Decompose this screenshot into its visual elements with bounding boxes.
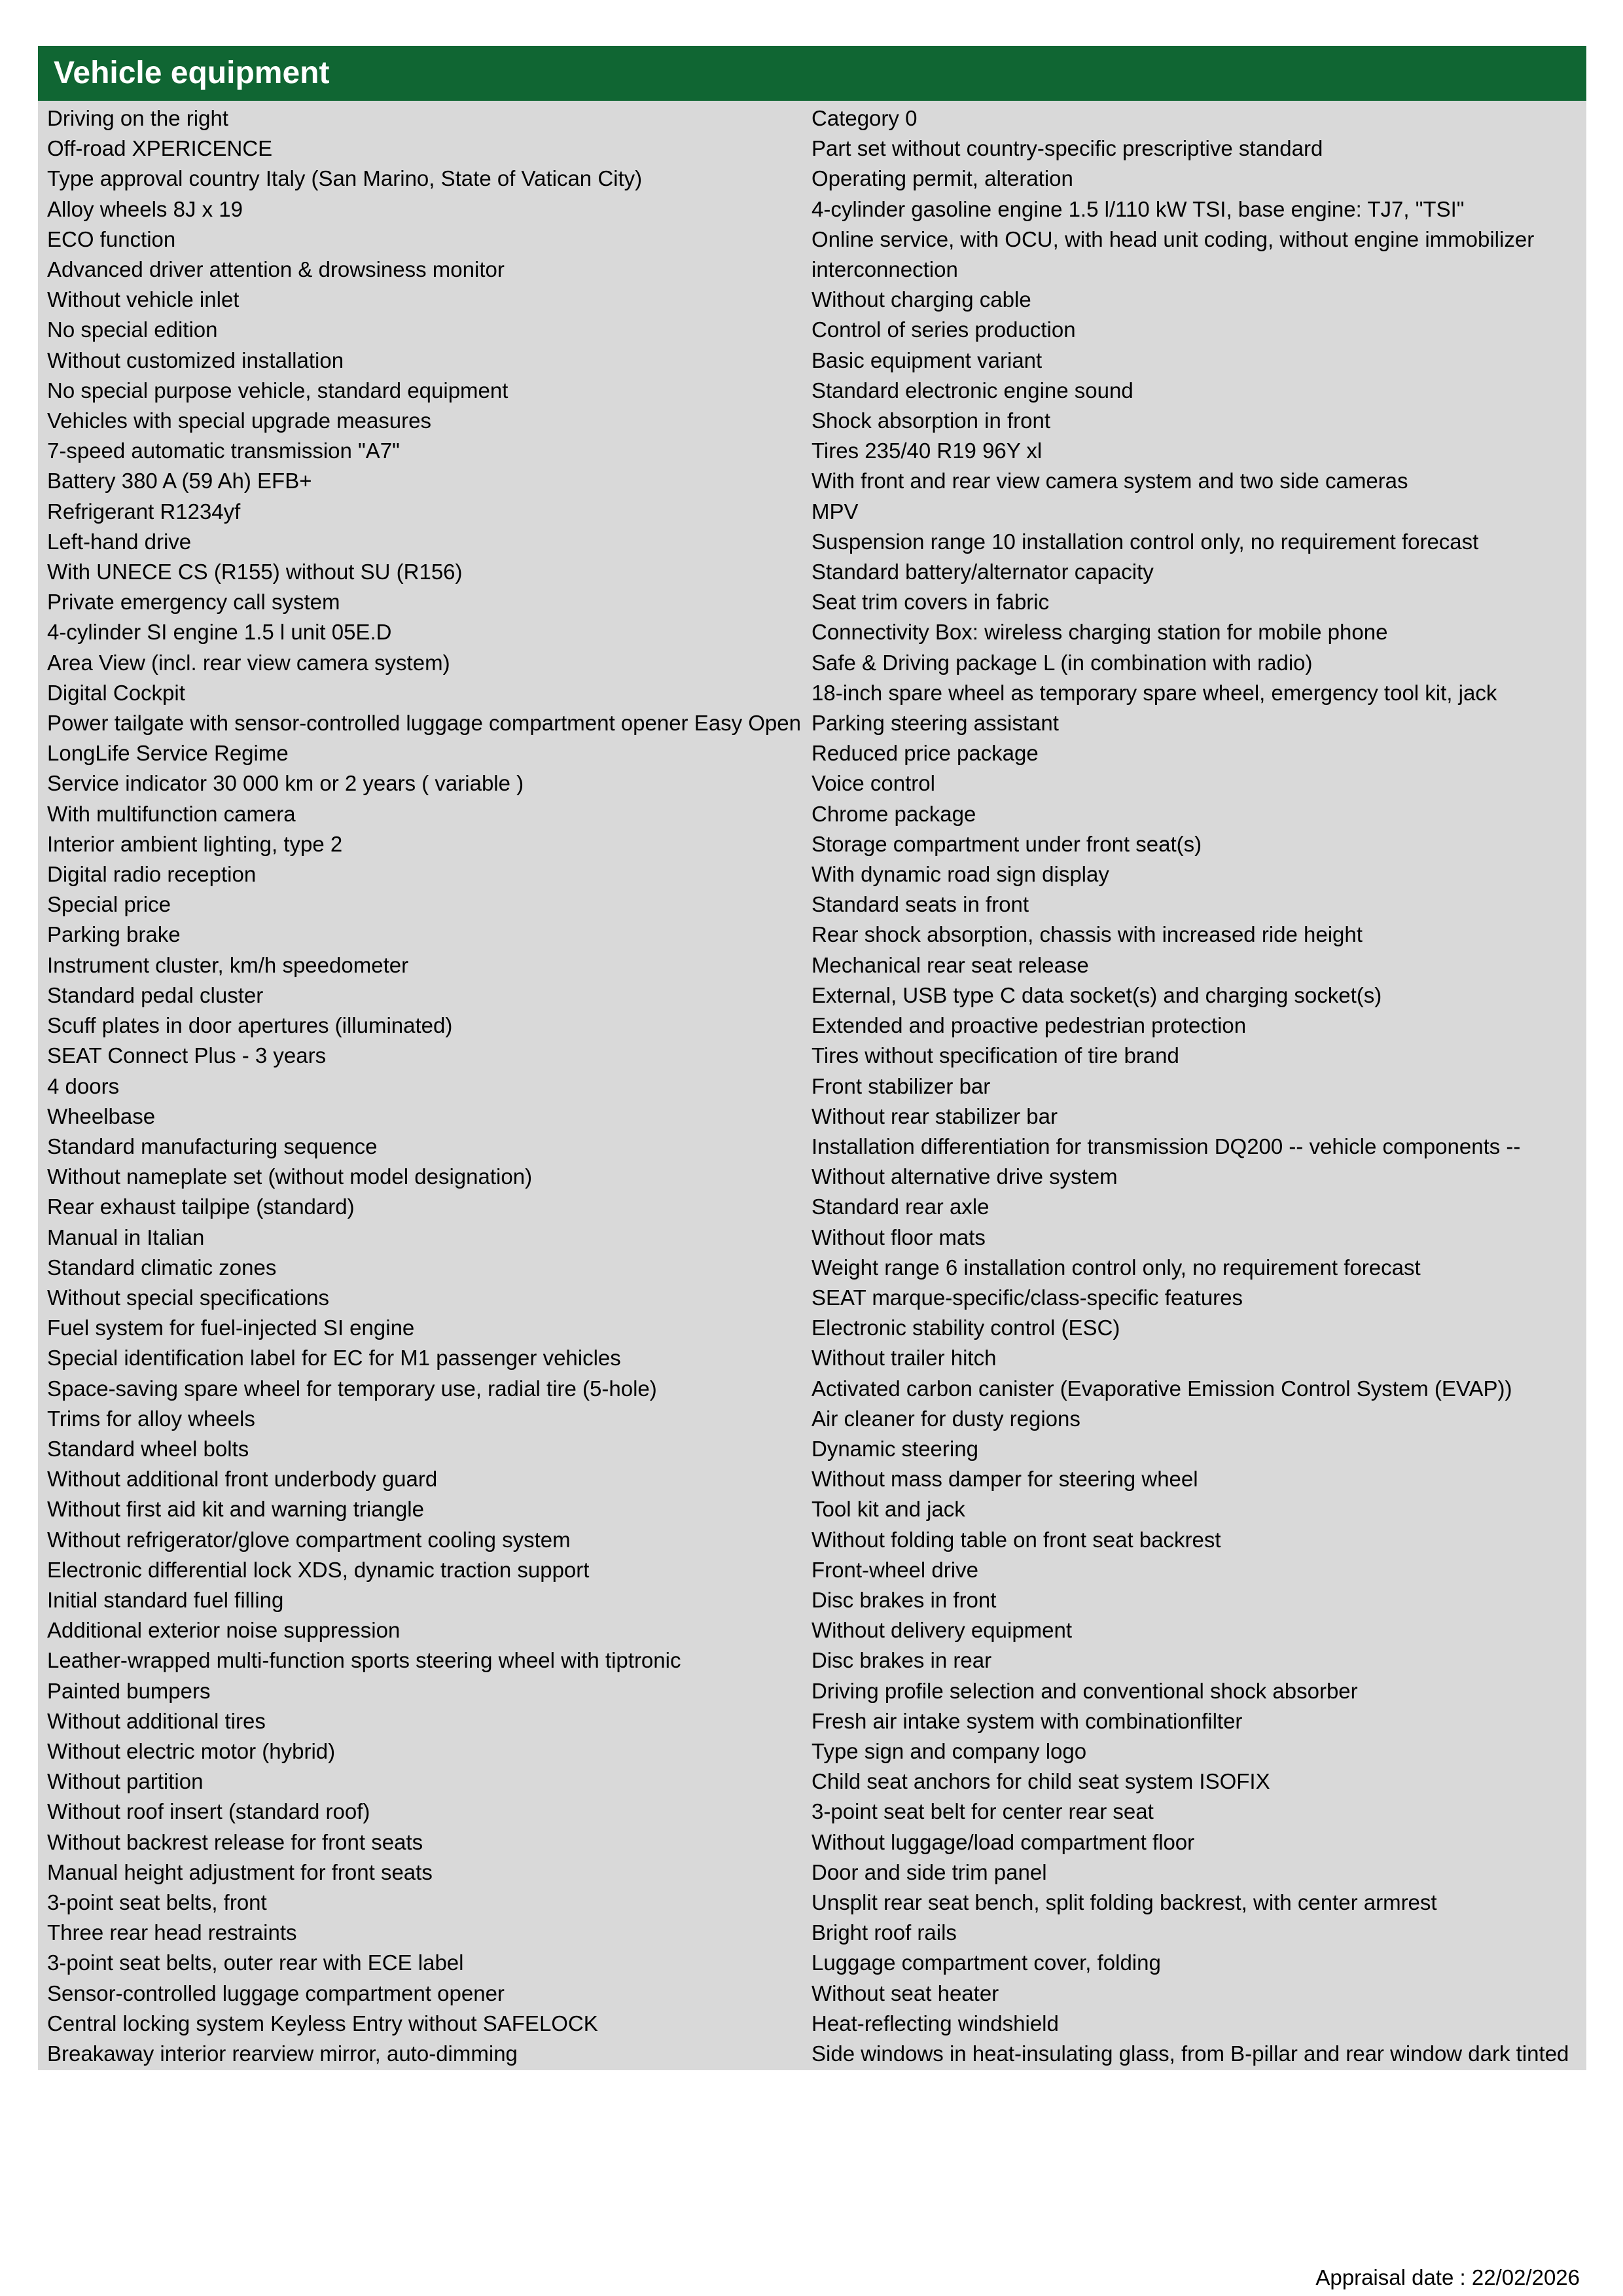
equipment-item: Without electric motor (hybrid) xyxy=(47,1738,336,1763)
equipment-item: Mechanical rear seat release xyxy=(812,952,1089,977)
equipment-item: Heat-reflecting windshield xyxy=(812,2011,1059,2036)
equipment-item: Without additional front underbody guard xyxy=(47,1467,438,1492)
equipment-item: 3-point seat belt for center rear seat xyxy=(812,1799,1154,1824)
equipment-item: With dynamic road sign display xyxy=(812,862,1109,887)
equipment-item: Without mass damper for steering wheel xyxy=(812,1467,1198,1492)
equipment-item: Rear shock absorption, chassis with increased ride height xyxy=(812,922,1363,947)
equipment-item: 4-cylinder gasoline engine 1.5 l/110 kW TSI, base engine: TJ7, "TSI" xyxy=(812,196,1465,221)
equipment-item: Online service, with OCU, with head unit coding, without engine immobilizer interconnection xyxy=(812,226,1535,282)
equipment-item: Parking brake xyxy=(47,922,181,947)
equipment-item: Chrome package xyxy=(812,801,976,826)
equipment-item: 18-inch spare wheel as temporary spare wheel, emergency tool kit, jack xyxy=(812,680,1497,705)
equipment-item: Without alternative drive system xyxy=(812,1164,1118,1189)
equipment-item: Tires without specification of tire brand xyxy=(812,1043,1179,1068)
equipment-item: Without seat heater xyxy=(812,1981,999,2005)
section-header xyxy=(38,46,1586,101)
equipment-item: Space-saving spare wheel for temporary use, radial tire (5-hole) xyxy=(47,1376,657,1401)
equipment-item: Additional exterior noise suppression xyxy=(47,1618,401,1643)
equipment-item: Left-hand drive xyxy=(47,529,192,554)
equipment-item: Dynamic steering xyxy=(812,1436,978,1461)
equipment-item: Standard seats in front xyxy=(812,892,1029,917)
equipment-item: Standard manufacturing sequence xyxy=(47,1134,378,1158)
equipment-item: Without backrest release for front seats xyxy=(47,1829,423,1854)
equipment-item: Standard pedal cluster xyxy=(47,982,264,1007)
equipment-item: Parking steering assistant xyxy=(812,711,1059,736)
equipment-item: SEAT Connect Plus - 3 years xyxy=(47,1043,327,1068)
equipment-item: Alloy wheels 8J x 19 xyxy=(47,196,243,221)
equipment-item: Voice control xyxy=(812,771,935,796)
equipment-item: Tires 235/40 R19 96Y xl xyxy=(812,439,1043,463)
equipment-item: SEAT marque-specific/class-specific features xyxy=(812,1285,1243,1310)
equipment-item: Weight range 6 installation control only, no requirement forecast xyxy=(812,1255,1421,1280)
equipment-item: Power tailgate with sensor-controlled luggage compartment opener Easy Open xyxy=(47,711,801,736)
equipment-item: Without delivery equipment xyxy=(812,1618,1073,1643)
equipment-item: With multifunction camera xyxy=(47,801,296,826)
equipment-item: Standard wheel bolts xyxy=(47,1436,249,1461)
equipment-item: Without special specifications xyxy=(47,1285,330,1310)
equipment-item: Without partition xyxy=(47,1769,204,1794)
equipment-item: Category 0 xyxy=(812,106,918,130)
equipment-item: Central locking system Keyless Entry without SAFELOCK xyxy=(47,2011,598,2036)
vehicle-equipment-section xyxy=(38,46,1586,2070)
equipment-item: Battery 380 A (59 Ah) EFB+ xyxy=(47,469,312,493)
equipment-item: Standard climatic zones xyxy=(47,1255,277,1280)
equipment-item: Refrigerant R1234yf xyxy=(47,499,241,524)
equipment-columns xyxy=(38,101,1586,2070)
equipment-item: Electronic stability control (ESC) xyxy=(812,1316,1120,1340)
equipment-item: Storage compartment under front seat(s) xyxy=(812,831,1202,856)
equipment-list-left xyxy=(38,103,812,2069)
equipment-item: Door and side trim panel xyxy=(812,1859,1047,1884)
equipment-item: Manual in Italian xyxy=(47,1225,205,1249)
equipment-item: MPV xyxy=(812,499,859,524)
equipment-item: Bright roof rails xyxy=(812,1920,957,1945)
equipment-item: Private emergency call system xyxy=(47,590,340,615)
equipment-item: With UNECE CS (R155) without SU (R156) xyxy=(47,560,463,584)
equipment-item: Seat trim covers in fabric xyxy=(812,590,1050,615)
equipment-item: Suspension range 10 installation control only, no requirement forecast xyxy=(812,529,1479,554)
equipment-item: Interior ambient lighting, type 2 xyxy=(47,831,343,856)
equipment-item: LongLife Service Regime xyxy=(47,741,289,766)
equipment-item: Without floor mats xyxy=(812,1225,986,1249)
equipment-item: Driving profile selection and conventional shock absorber xyxy=(812,1678,1358,1703)
equipment-item: Without roof insert (standard roof) xyxy=(47,1799,370,1824)
equipment-item: Breakaway interior rearview mirror, auto-dimming xyxy=(47,2041,518,2066)
equipment-item: No special purpose vehicle, standard equipment xyxy=(47,378,508,403)
equipment-item: 7-speed automatic transmission "A7" xyxy=(47,439,400,463)
equipment-item: Front-wheel drive xyxy=(812,1557,978,1582)
equipment-item: Unsplit rear seat bench, split folding backrest, with center armrest xyxy=(812,1890,1437,1914)
equipment-item: Off-road XPERICENCE xyxy=(47,136,273,161)
equipment-item: Without first aid kit and warning triangle xyxy=(47,1497,424,1522)
equipment-item: Without charging cable xyxy=(812,287,1031,312)
equipment-item: Disc brakes in rear xyxy=(812,1648,992,1673)
equipment-item: Without folding table on front seat backrest xyxy=(812,1527,1221,1552)
equipment-item: Instrument cluster, km/h speedometer xyxy=(47,952,409,977)
equipment-item: Side windows in heat-insulating glass, from B-pillar and rear window dark tinted xyxy=(812,2041,1569,2066)
equipment-item: Part set without country-specific prescriptive standard xyxy=(812,136,1323,161)
equipment-item: Advanced driver attention & drowsiness monitor xyxy=(47,257,505,282)
equipment-item: Fuel system for fuel-injected SI engine xyxy=(47,1316,415,1340)
equipment-item: Three rear head restraints xyxy=(47,1920,297,1945)
equipment-item: Type approval country Italy (San Marino, State of Vatican City) xyxy=(47,166,643,191)
equipment-item: Vehicles with special upgrade measures xyxy=(47,408,431,433)
equipment-item: Trims for alloy wheels xyxy=(47,1406,255,1431)
equipment-item: With front and rear view camera system and two side cameras xyxy=(812,469,1408,493)
equipment-item: Operating permit, alteration xyxy=(812,166,1073,191)
section-title: Vehicle equipment xyxy=(54,56,330,90)
equipment-item: 4 doors xyxy=(47,1073,120,1098)
equipment-item: Without trailer hitch xyxy=(812,1346,997,1371)
equipment-item: Painted bumpers xyxy=(47,1678,211,1703)
equipment-item: Luggage compartment cover, folding xyxy=(812,1950,1161,1975)
equipment-item: ECO function xyxy=(47,226,176,251)
equipment-item: Digital radio reception xyxy=(47,862,257,887)
equipment-item: Tool kit and jack xyxy=(812,1497,965,1522)
equipment-item: Installation differentiation for transmission DQ200 -- vehicle components -- xyxy=(812,1134,1521,1158)
equipment-item: Front stabilizer bar xyxy=(812,1073,991,1098)
equipment-item: Child seat anchors for child seat system ISOFIX xyxy=(812,1769,1270,1794)
equipment-item: Without vehicle inlet xyxy=(47,287,240,312)
equipment-item: Standard electronic engine sound xyxy=(812,378,1133,403)
equipment-item: Wheelbase xyxy=(47,1103,156,1128)
equipment-item: Area View (incl. rear view camera system) xyxy=(47,650,450,675)
equipment-item: Without customized installation xyxy=(47,348,344,372)
equipment-item: Safe & Driving package L (in combination with radio) xyxy=(812,650,1313,675)
equipment-item: 3-point seat belts, front xyxy=(47,1890,267,1914)
equipment-item: Scuff plates in door apertures (illuminated) xyxy=(47,1013,453,1038)
equipment-item: Fresh air intake system with combinationfilter xyxy=(812,1708,1243,1733)
equipment-item: External, USB type C data socket(s) and charging socket(s) xyxy=(812,982,1382,1007)
equipment-item: Basic equipment variant xyxy=(812,348,1043,372)
appraisal-date: Appraisal date : 22/02/2026 xyxy=(1315,2265,1580,2289)
equipment-item: 4-cylinder SI engine 1.5 l unit 05E.D xyxy=(47,620,392,645)
equipment-item: Disc brakes in front xyxy=(812,1587,997,1612)
equipment-item: Rear exhaust tailpipe (standard) xyxy=(47,1194,355,1219)
equipment-item: Without rear stabilizer bar xyxy=(812,1103,1058,1128)
equipment-item: Control of series production xyxy=(812,317,1076,342)
equipment-item: Service indicator 30 000 km or 2 years ( variable ) xyxy=(47,771,524,796)
equipment-item: Digital Cockpit xyxy=(47,680,185,705)
equipment-item: Manual height adjustment for front seats xyxy=(47,1859,433,1884)
equipment-item: Without additional tires xyxy=(47,1708,266,1733)
equipment-item: Activated carbon canister (Evaporative Emission Control System (EVAP)) xyxy=(812,1376,1512,1401)
equipment-item: Extended and proactive pedestrian protection xyxy=(812,1013,1247,1038)
equipment-item: Without luggage/load compartment floor xyxy=(812,1829,1195,1854)
equipment-item: Without nameplate set (without model designation) xyxy=(47,1164,533,1189)
equipment-item: Standard battery/alternator capacity xyxy=(812,560,1154,584)
equipment-item: 3-point seat belts, outer rear with ECE label xyxy=(47,1950,464,1975)
equipment-item: Driving on the right xyxy=(47,106,228,130)
equipment-item: Leather-wrapped multi-function sports steering wheel with tiptronic xyxy=(47,1648,681,1673)
equipment-item: Type sign and company logo xyxy=(812,1738,1087,1763)
equipment-item: Connectivity Box: wireless charging station for mobile phone xyxy=(812,620,1388,645)
equipment-item: Without refrigerator/glove compartment cooling system xyxy=(47,1527,571,1552)
equipment-item: Electronic differential lock XDS, dynamic traction support xyxy=(47,1557,590,1582)
equipment-item: Special identification label for EC for M1 passenger vehicles xyxy=(47,1346,621,1371)
equipment-item: Reduced price package xyxy=(812,741,1039,766)
equipment-item: Sensor-controlled luggage compartment opener xyxy=(47,1981,505,2005)
equipment-item: Shock absorption in front xyxy=(812,408,1051,433)
equipment-item: Initial standard fuel filling xyxy=(47,1587,284,1612)
equipment-list-right xyxy=(812,103,1586,2069)
equipment-item: Special price xyxy=(47,892,171,917)
equipment-item: No special edition xyxy=(47,317,218,342)
equipment-item: Standard rear axle xyxy=(812,1194,990,1219)
equipment-item: Air cleaner for dusty regions xyxy=(812,1406,1080,1431)
